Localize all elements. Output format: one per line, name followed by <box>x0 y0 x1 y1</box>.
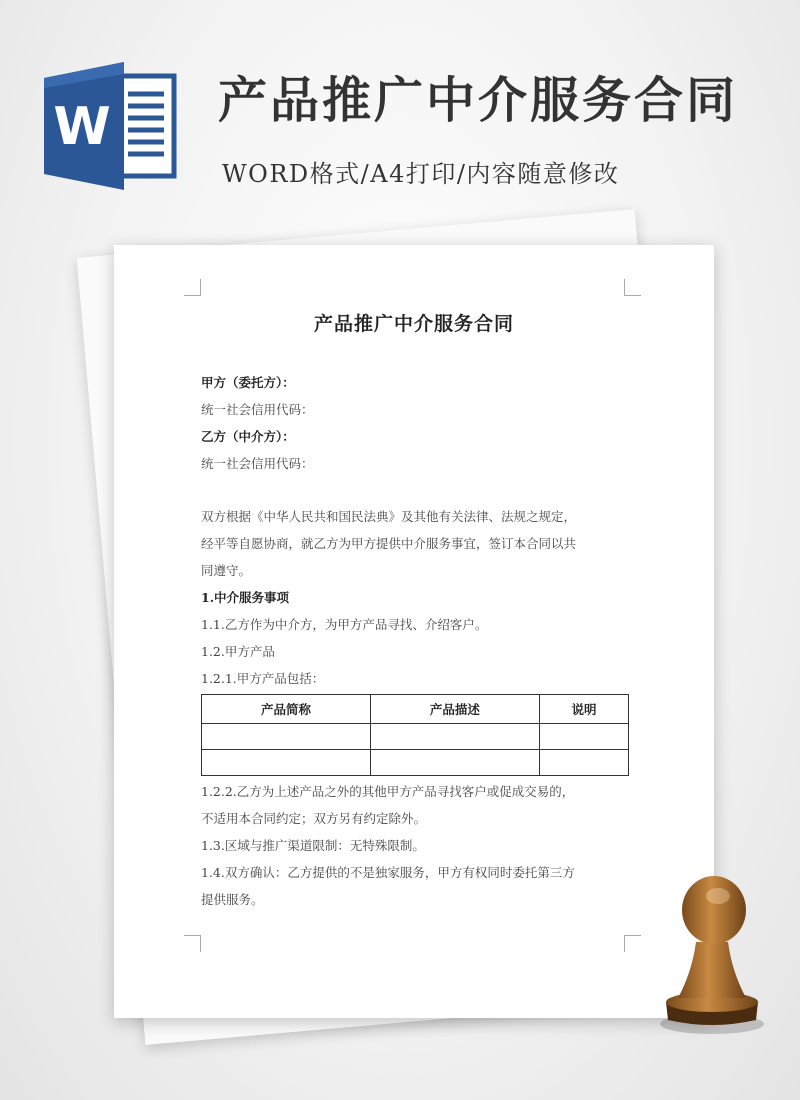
party-b-label: 乙方（中介方）： <box>201 429 295 444</box>
preamble-line: 同遵守。 <box>201 563 252 578</box>
crop-mark-top-right <box>624 279 641 296</box>
table-header-cell: 说明 <box>539 695 628 724</box>
clause-1-4: 提供服务。 <box>201 892 264 907</box>
document-page <box>114 245 714 1018</box>
preamble-line: 经平等自愿协商，就乙方为甲方提供中介服务事宜，签订本合同以共 <box>201 536 577 551</box>
crop-mark-bottom-right <box>624 935 641 952</box>
word-logo-icon <box>44 62 180 190</box>
clause-1-2-2: 1.2.2.乙方为上述产品之外的其他甲方产品寻找客户或促成交易的， <box>201 784 575 799</box>
product-table <box>201 694 629 776</box>
table-header-cell: 产品简称 <box>202 695 371 724</box>
clause-1-3: 1.3.区域与推广渠道限制：无特殊限制。 <box>201 838 425 853</box>
word-logo-letter: W <box>53 97 111 157</box>
table-cell <box>202 750 371 776</box>
clause-1-4: 1.4.双方确认：乙方提供的不是独家服务，甲方有权同时委托第三方 <box>201 865 575 880</box>
page-subtitle: WORD格式/A4打印/内容随意修改 <box>222 160 620 188</box>
table-row <box>202 724 629 750</box>
clause-1-2-2: 不适用本合同约定；双方另有约定除外。 <box>201 811 427 826</box>
section-heading: 1.中介服务事项 <box>201 590 290 605</box>
table-row <box>202 750 629 776</box>
table-cell <box>539 750 628 776</box>
table-cell <box>370 750 539 776</box>
document-title: 产品推广中介服务合同 <box>313 313 514 335</box>
clause-1-2: 1.2.甲方产品 <box>201 644 275 659</box>
clause-1-1: 1.1.乙方作为中介方，为甲方产品寻找、介绍客户。 <box>201 617 488 632</box>
party-a-label: 甲方（委托方）： <box>201 375 295 390</box>
party-b-code: 统一社会信用代码： <box>201 456 314 471</box>
document-body <box>201 369 633 913</box>
crop-mark-bottom-left <box>184 935 201 952</box>
table-header-row <box>202 695 629 724</box>
party-a-code: 统一社会信用代码： <box>201 402 314 417</box>
crop-mark-top-left <box>184 279 201 296</box>
page-title: 产品推广中介服务合同 <box>218 72 739 129</box>
stamp-icon <box>652 872 772 1037</box>
table-header-cell: 产品描述 <box>370 695 539 724</box>
preamble-line: 双方根据《中华人民共和国民法典》及其他有关法律、法规之规定， <box>201 509 577 524</box>
clause-1-2-1: 1.2.1.甲方产品包括： <box>201 671 325 686</box>
table-cell <box>202 724 371 750</box>
table-cell <box>539 724 628 750</box>
table-cell <box>370 724 539 750</box>
